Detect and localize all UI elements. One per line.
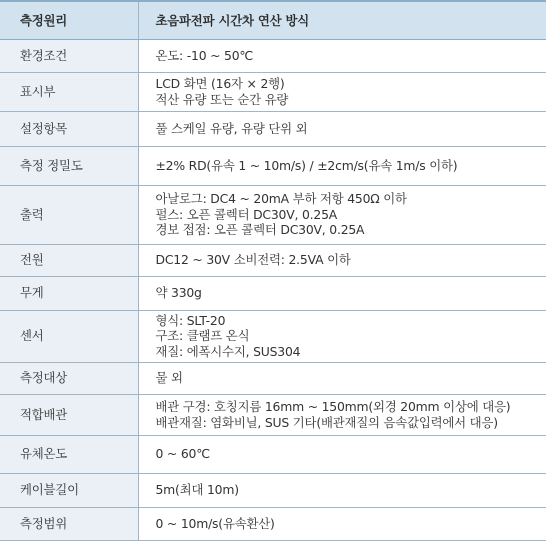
spec-value-line: 아날로그: DC4 ~ 20mA 부하 저항 450Ω 이하 — [155, 191, 407, 207]
spec-label: 무게 — [0, 276, 138, 310]
spec-row — [0, 146, 546, 185]
spec-table-body — [0, 1, 546, 540]
spec-value — [138, 111, 546, 146]
spec-value-line: ±2% RD(유속 1 ~ 10m/s) / ±2cm/s(유속 1m/s 이하) — [155, 157, 458, 173]
header-value: 초음파전파 시간차 연산 방식 — [138, 1, 546, 39]
spec-label: 전원 — [0, 244, 138, 276]
spec-row — [0, 310, 546, 362]
spec-row — [0, 39, 546, 72]
spec-row — [0, 394, 546, 435]
spec-label: 유체온도 — [0, 435, 138, 473]
spec-row — [0, 185, 546, 244]
spec-value-line: 경보 접점: 오픈 콜렉터 DC30V, 0.25A — [155, 222, 365, 238]
spec-label: 측정 정밀도 — [0, 146, 138, 185]
spec-value-line: 펄스: 오픈 콜렉터 DC30V, 0.25A — [155, 206, 338, 222]
spec-label: 출력 — [0, 185, 138, 244]
spec-label: 설정항목 — [0, 111, 138, 146]
spec-value-line: 0 ~ 10m/s(유속환산) — [155, 515, 275, 531]
spec-row — [0, 244, 546, 276]
spec-label: 표시부 — [0, 72, 138, 111]
spec-value-line: 형식: SLT-20 — [155, 312, 226, 328]
spec-value-line: 온도: -10 ~ 50℃ — [155, 47, 254, 63]
spec-row — [0, 473, 546, 507]
spec-value — [138, 473, 546, 507]
spec-value — [138, 185, 546, 244]
spec-value — [138, 394, 546, 435]
spec-value-line: 물 외 — [155, 370, 183, 386]
spec-value — [138, 310, 546, 362]
spec-label: 센서 — [0, 310, 138, 362]
spec-row — [0, 72, 546, 111]
spec-row — [0, 435, 546, 473]
spec-label: 측정범위 — [0, 507, 138, 540]
spec-value-line: LCD 화면 (16자 × 2행) — [155, 76, 285, 91]
header-label: 측정원리 — [0, 1, 138, 39]
spec-value — [138, 244, 546, 276]
spec-row — [0, 362, 546, 394]
spec-value-line: 0 ~ 60℃ — [155, 446, 210, 462]
spec-row — [0, 276, 546, 310]
spec-label: 적합배관 — [0, 394, 138, 435]
spec-value-line: 약 330g — [155, 285, 202, 301]
header-row — [0, 1, 546, 39]
spec-label: 측정대상 — [0, 362, 138, 394]
spec-label: 환경조건 — [0, 39, 138, 72]
spec-value — [138, 507, 546, 540]
spec-value-line: DC12 ~ 30V 소비전력: 2.5VA 이하 — [155, 252, 351, 268]
spec-value — [138, 146, 546, 185]
spec-label: 케이블길이 — [0, 473, 138, 507]
spec-row — [0, 111, 546, 146]
spec-value-line: 구조: 클램프 온식 — [155, 328, 250, 344]
spec-value — [138, 39, 546, 72]
spec-value-line: 풀 스케일 유량, 유량 단위 외 — [155, 120, 308, 136]
spec-value-line: 재질: 에폭시수지, SUS304 — [155, 343, 301, 359]
spec-value — [138, 276, 546, 310]
spec-value-line: 적산 유량 또는 순간 유량 — [155, 91, 289, 107]
spec-value-line: 5m(최대 10m) — [155, 482, 239, 498]
spec-value-line: 배관 구경: 호칭지름 16mm ~ 150mm(외경 20mm 이상에 대응) — [155, 399, 511, 414]
spec-value — [138, 72, 546, 111]
spec-value — [138, 435, 546, 473]
spec-row — [0, 507, 546, 540]
spec-value-line: 배관재질: 염화비닐, SUS 기타(배관재질의 음속값입력에서 대응) — [155, 414, 498, 430]
spec-value — [138, 362, 546, 394]
